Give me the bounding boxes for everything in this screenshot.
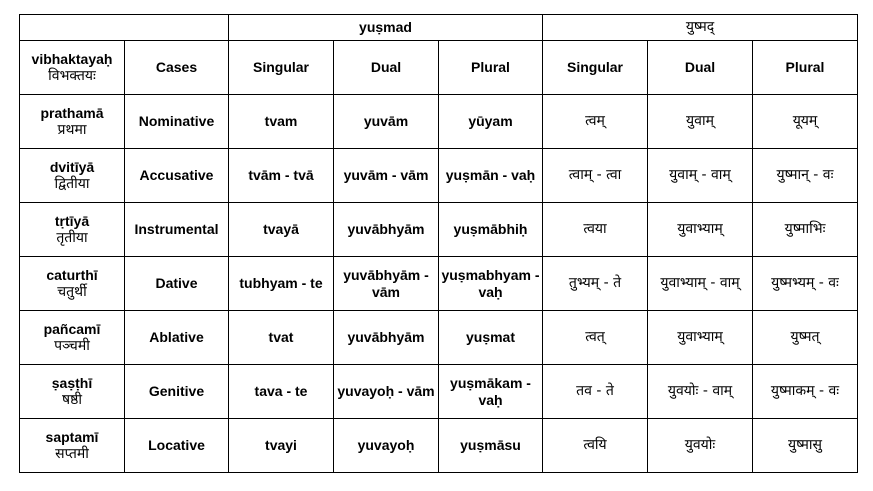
dual-roman-cell: yuvayoḥ <box>334 419 439 473</box>
plural-devanagari-cell: युष्मान् - वः <box>753 149 858 203</box>
blank-header-cell <box>20 15 229 41</box>
dual-devanagari-cell: युवाम् <box>648 95 753 149</box>
table-row <box>20 419 858 473</box>
singular-roman-cell: tvām - tvā <box>229 149 334 203</box>
plural-roman-cell: yuṣmābhiḥ <box>439 203 543 257</box>
dual-devanagari-cell: युवाभ्याम् <box>648 203 753 257</box>
plural-roman-cell: yuṣmat <box>439 311 543 365</box>
vibhakti-cell <box>20 257 125 311</box>
vibhakti-cell <box>20 149 125 203</box>
plural-roman-cell: yuṣmān - vaḥ <box>439 149 543 203</box>
group-header-roman: yuṣmad <box>229 15 543 41</box>
plural-devanagari-cell: यूयम् <box>753 95 858 149</box>
vibhakti-devanagari: चतुर्थी <box>57 283 87 300</box>
dual-header-devanagari: Dual <box>648 41 753 95</box>
singular-roman-cell: tvat <box>229 311 334 365</box>
singular-roman-cell: tubhyam - te <box>229 257 334 311</box>
table-row <box>20 257 858 311</box>
vibhakti-header-cell <box>20 41 125 95</box>
vibhakti-roman: pañcamī <box>43 320 101 337</box>
case-name-cell: Locative <box>125 419 229 473</box>
dual-devanagari-cell: युवाभ्याम् <box>648 311 753 365</box>
singular-roman-cell: tava - te <box>229 365 334 419</box>
table-row <box>20 365 858 419</box>
group-header-devanagari: युष्मद् <box>543 15 858 41</box>
dual-roman-cell: yuvayoḥ - vām <box>334 365 439 419</box>
plural-roman-cell: yūyam <box>439 95 543 149</box>
vibhakti-devanagari: पञ्चमी <box>54 337 90 354</box>
vibhakti-roman: dvitīyā <box>49 158 95 175</box>
group-header-row <box>20 15 858 41</box>
table-row <box>20 311 858 365</box>
singular-devanagari-cell: त्वयि <box>543 419 648 473</box>
table-row <box>20 95 858 149</box>
vibhakti-roman: tṛtīyā <box>54 212 90 229</box>
case-name-cell: Accusative <box>125 149 229 203</box>
table-row <box>20 149 858 203</box>
vibhakti-cell <box>20 365 125 419</box>
dual-header-roman: Dual <box>334 41 439 95</box>
vibhakti-devanagari: षष्ठी <box>62 391 82 408</box>
singular-roman-cell: tvam <box>229 95 334 149</box>
plural-devanagari-cell: युष्माकम् - वः <box>753 365 858 419</box>
case-name-cell: Ablative <box>125 311 229 365</box>
singular-devanagari-cell: त्वाम् - त्वा <box>543 149 648 203</box>
vibhakti-devanagari: प्रथमा <box>57 121 87 138</box>
plural-devanagari-cell: युष्मत् <box>753 311 858 365</box>
vibhakti-devanagari: सप्तमी <box>55 445 89 462</box>
singular-header-roman: Singular <box>229 41 334 95</box>
plural-devanagari-cell: युष्मभ्यम् - वः <box>753 257 858 311</box>
vibhakti-devanagari: द्वितीया <box>54 175 90 192</box>
vibhakti-roman: saptamī <box>45 428 99 445</box>
dual-roman-cell: yuvām <box>334 95 439 149</box>
dual-roman-cell: yuvām - vām <box>334 149 439 203</box>
dual-devanagari-cell: युवाम् - वाम् <box>648 149 753 203</box>
vibhakti-devanagari: तृतीया <box>56 229 88 246</box>
dual-roman-cell: yuvābhyām <box>334 311 439 365</box>
case-name-cell: Nominative <box>125 95 229 149</box>
column-header-row <box>20 41 858 95</box>
case-name-cell: Instrumental <box>125 203 229 257</box>
vibhakti-header-devanagari: विभक्तयः <box>48 67 96 84</box>
dual-roman-cell: yuvābhyām <box>334 203 439 257</box>
vibhakti-header-roman: vibhaktayaḥ <box>31 50 113 67</box>
plural-header-devanagari: Plural <box>753 41 858 95</box>
singular-roman-cell: tvayā <box>229 203 334 257</box>
vibhakti-cell <box>20 95 125 149</box>
singular-devanagari-cell: तुभ्यम् - ते <box>543 257 648 311</box>
dual-devanagari-cell: युवयोः - वाम् <box>648 365 753 419</box>
plural-roman-cell: yuṣmākam - vaḥ <box>439 365 543 419</box>
singular-header-devanagari: Singular <box>543 41 648 95</box>
plural-devanagari-cell: युष्माभिः <box>753 203 858 257</box>
vibhakti-roman: caturthī <box>46 266 98 283</box>
singular-devanagari-cell: त्वत् <box>543 311 648 365</box>
dual-devanagari-cell: युवयोः <box>648 419 753 473</box>
plural-roman-cell: yuṣmāsu <box>439 419 543 473</box>
declension-table <box>19 14 858 473</box>
case-name-cell: Dative <box>125 257 229 311</box>
vibhakti-roman: ṣaṣṭhī <box>51 374 93 391</box>
dual-roman-cell: yuvābhyām - vām <box>334 257 439 311</box>
dual-devanagari-cell: युवाभ्याम् - वाम् <box>648 257 753 311</box>
plural-roman-cell: yuṣmabhyam - vaḥ <box>439 257 543 311</box>
case-name-cell: Genitive <box>125 365 229 419</box>
singular-devanagari-cell: तव - ते <box>543 365 648 419</box>
cases-header: Cases <box>125 41 229 95</box>
vibhakti-roman: prathamā <box>40 104 104 121</box>
singular-devanagari-cell: त्वया <box>543 203 648 257</box>
plural-header-roman: Plural <box>439 41 543 95</box>
vibhakti-cell <box>20 311 125 365</box>
vibhakti-cell <box>20 203 125 257</box>
plural-devanagari-cell: युष्मासु <box>753 419 858 473</box>
vibhakti-cell <box>20 419 125 473</box>
singular-devanagari-cell: त्वम् <box>543 95 648 149</box>
table-row <box>20 203 858 257</box>
singular-roman-cell: tvayi <box>229 419 334 473</box>
